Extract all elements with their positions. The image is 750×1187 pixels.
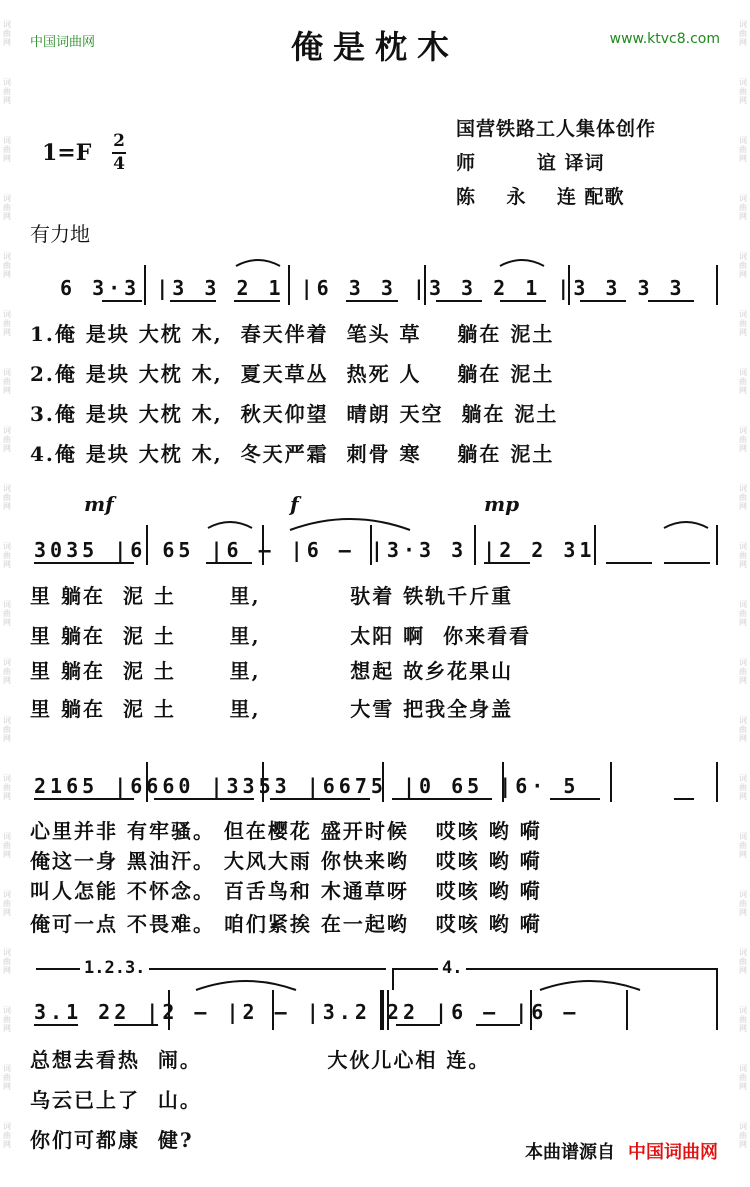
watermark-text: 词曲网 [739,542,747,569]
tie [540,981,640,990]
slur [664,522,708,528]
watermark-text: 词曲网 [3,948,11,975]
slur [236,260,280,266]
watermark-text: 词曲网 [739,716,747,743]
site-name-left[interactable]: 中国词曲网 [30,35,96,50]
watermark-text: 词曲网 [3,890,11,917]
lyric-row-3-verse-3: 叫人怎能 不怀念。 百舌鸟和 木通草呀 哎咳 哟 嗬 [30,879,542,903]
watermark-text: 词曲网 [739,1122,747,1149]
watermark-text: 词曲网 [3,1064,11,1091]
watermark-text: 词曲网 [739,1064,747,1091]
notation-row-3: 2165 |6660 |3353 |6675 |0 65 |6· 5 [34,774,580,798]
watermark-text: 词曲网 [3,1006,11,1033]
site-url-right[interactable]: www.ktvc8.com [609,31,720,47]
credit-line-1: 国营铁路工人集体创作 [456,118,657,140]
time-signature-top: 2 [113,131,125,151]
watermark-text: 词曲网 [739,252,747,279]
watermark-text: 词曲网 [739,1006,747,1033]
watermark-text: 词曲网 [3,832,11,859]
watermark-text: 词曲网 [739,774,747,801]
watermark-text: 词曲网 [3,1122,11,1149]
credit-line-2: 师 谊 译词 [456,152,605,174]
watermark-text: 词曲网 [3,484,11,511]
watermark-text: 词曲网 [739,136,747,163]
watermark-text: 词曲网 [739,310,747,337]
watermark-text: 词曲网 [3,658,11,685]
dynamic-mp: mp [484,492,520,516]
lyric-row-4-verse-2: 乌云已上了 山。 [30,1088,202,1112]
lyric-row-3-verse-1: 心里并非 有牢骚。 但在樱花 盛开时候 哎咳 哟 嗬 [30,819,542,843]
lyric-row-1-verse-4: 4.俺 是块 大枕 木, 冬天严霜 刺骨 寒 躺在 泥土 [30,442,555,466]
watermark-text: 词曲网 [3,774,11,801]
lyric-row-2-verse-2: 里 躺在 泥 土 里, 太阳 啊 你来看看 [30,624,532,648]
footer-source-site[interactable]: 中国词曲网 [628,1142,718,1163]
watermark-text: 词曲网 [3,310,11,337]
notation-row-2: 3035 |6 65 |6 — |6 — |3·3 3 |2 2 31 [34,538,596,562]
watermark-text: 词曲网 [3,716,11,743]
watermark-text: 词曲网 [3,252,11,279]
tie [196,981,296,990]
tempo-marking: 有力地 [30,222,90,246]
notation-row-4: 3.1 22 |2 — |2 — |3.2 22 |6 — |6 — [34,1000,580,1024]
first-ending-label: 1.2.3. [80,958,149,978]
time-signature-bottom: 4 [113,154,125,174]
lyric-row-4-verse-1: 总想去看热 闹。 大伙儿心相 连。 [30,1048,491,1072]
watermark-text: 词曲网 [739,600,747,627]
key-signature: 1=F [42,140,92,166]
watermark-text: 词曲网 [739,832,747,859]
watermark-text: 词曲网 [739,194,747,221]
watermark-text: 词曲网 [3,368,11,395]
watermark-text: 词曲网 [3,20,11,47]
tie [290,519,410,530]
lyric-row-3-verse-2: 俺这一身 黑油汗。 大风大雨 你快来哟 哎咳 哟 嗬 [30,849,542,873]
lyric-row-2-verse-1: 里 躺在 泥 土 里, 驮着 铁轨千斤重 [30,584,514,608]
lyric-row-4-verse-3: 你们可都康 健? [30,1128,194,1152]
lyric-row-3-verse-4: 俺可一点 不畏难。 咱们紧挨 在一起哟 哎咳 哟 嗬 [30,912,542,936]
notation-row-1: 6 3·3 |3 3 2 1 |6 3 3 |3 3 2 1 |3 3 3 3 [60,276,686,300]
watermark-text: 词曲网 [3,426,11,453]
song-title: 俺是枕木 [290,28,459,66]
dynamic-mf: mf [84,492,114,516]
watermark-text: 词曲网 [739,426,747,453]
watermark-text: 词曲网 [739,484,747,511]
lyric-row-2-verse-4: 里 躺在 泥 土 里, 大雪 把我全身盖 [30,697,514,721]
watermark-text: 词曲网 [739,948,747,975]
watermark-text: 词曲网 [3,136,11,163]
watermark-text: 词曲网 [739,368,747,395]
footer-source-label: 本曲谱源自 [525,1142,615,1163]
lyric-row-1-verse-2: 2.俺 是块 大枕 木, 夏天草丛 热死 人 躺在 泥土 [30,362,555,386]
watermark-text: 词曲网 [739,890,747,917]
watermark-text: 词曲网 [739,78,747,105]
watermark-text: 词曲网 [739,20,747,47]
watermark-text: 词曲网 [3,78,11,105]
watermark-text: 词曲网 [3,542,11,569]
watermark-text: 词曲网 [3,194,11,221]
credit-line-3: 陈 永 连 配歌 [456,186,625,208]
lyric-row-2-verse-3: 里 躺在 泥 土 里, 想起 故乡花果山 [30,659,514,683]
lyric-row-1-verse-3: 3.俺 是块 大枕 木, 秋天仰望 晴朗 天空 躺在 泥土 [30,402,559,426]
slur [208,522,252,528]
watermark-text: 词曲网 [739,658,747,685]
slur [500,260,544,266]
dynamic-f: f [290,492,299,516]
lyric-row-1-verse-1: 1.俺 是块 大枕 木, 春天伴着 笔头 草 躺在 泥土 [30,322,555,346]
watermark-text: 词曲网 [3,600,11,627]
second-ending-label: 4. [438,958,466,978]
